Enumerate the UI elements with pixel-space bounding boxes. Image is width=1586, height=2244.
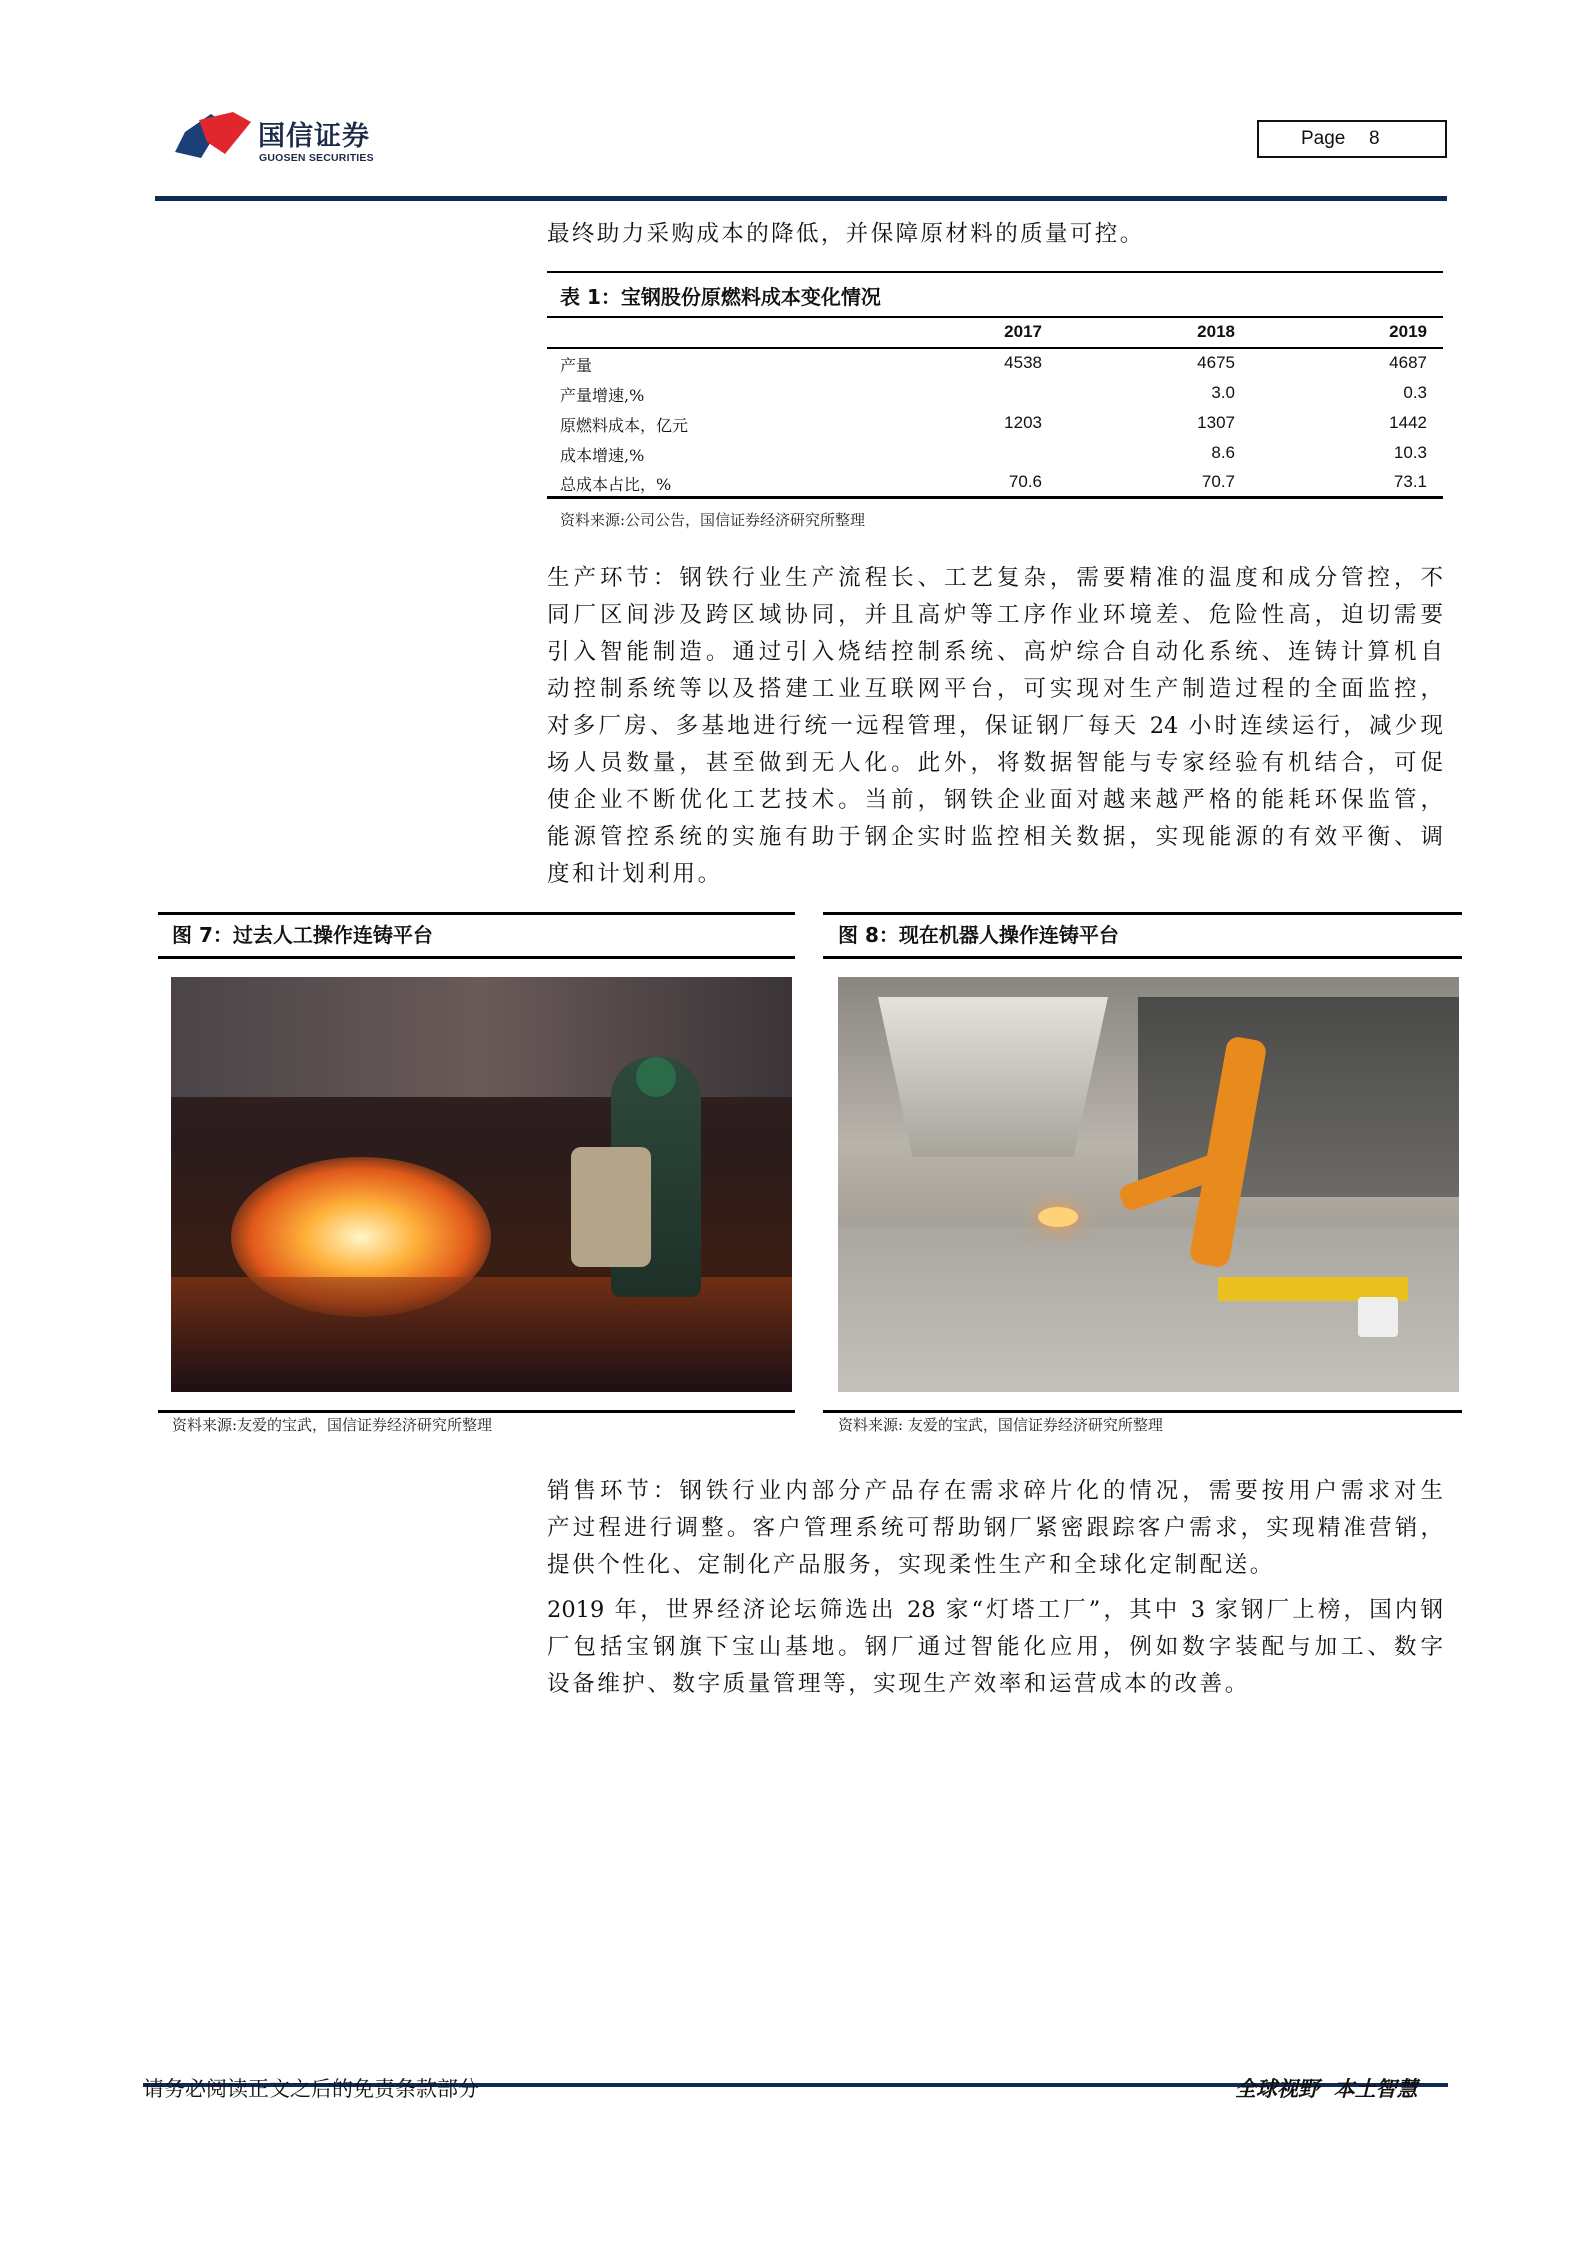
row-label: 总成本占比，%: [560, 475, 672, 494]
cell: 8.6: [1211, 443, 1235, 462]
page-number: 8: [1369, 128, 1380, 149]
cell: 4675: [1197, 353, 1235, 372]
figure-bottom-rule: [158, 1410, 795, 1413]
row-label: 产量增速,%: [560, 386, 645, 405]
table-source: 资料来源:公司公告，国信证券经济研究所整理: [560, 511, 866, 529]
manual-casting-photo: [171, 977, 792, 1392]
header-divider: [155, 196, 1447, 201]
page-number-box: [1257, 120, 1447, 158]
table-bottom-rule: [547, 496, 1443, 499]
table-title-rule: [547, 316, 1443, 318]
table-header-2017: 2017: [1004, 322, 1042, 341]
cell: 70.7: [1201, 472, 1235, 491]
figure-source: 资料来源: 友爱的宝武，国信证券经济研究所整理: [838, 1416, 1163, 1434]
intro-line: 最终助力采购成本的降低，并保障原材料的质量可控。: [547, 221, 1145, 247]
text-line: 场人员数量，甚至做到无人化。此外，将数据智能与专家经验有机结合，可促: [547, 750, 1443, 776]
text-line: 引入智能制造。通过引入烧结控制系统、高炉综合自动化系统、连铸计算机自: [547, 639, 1443, 665]
text-line: 设备维护、数字质量管理等，实现生产效率和运营成本的改善。: [547, 1671, 1250, 1697]
page-label: Page: [1301, 128, 1346, 149]
row-label: 成本增速,%: [560, 446, 645, 465]
table-title: 表 1：宝钢股份原燃料成本变化情况: [560, 285, 881, 309]
logo-chinese-name: 国信证券: [258, 121, 370, 152]
footer-disclaimer: 请务必阅读正文之后的免责条款部分: [143, 2077, 479, 2101]
text-line: 能源管控系统的实施有助于钢企实时监控相关数据，实现能源的有效平衡、调: [547, 824, 1443, 850]
figure-title-rule: [823, 956, 1462, 959]
row-label: 产量: [560, 356, 593, 375]
text-line: 提供个性化、定制化产品服务，实现柔性生产和全球化定制配送。: [547, 1552, 1275, 1578]
table-header-2019: 2019: [1389, 322, 1427, 341]
figure-source: 资料来源:友爱的宝武，国信证券经济研究所整理: [172, 1416, 493, 1434]
figure-title: 图 7：过去人工操作连铸平台: [172, 923, 433, 947]
logo-english-name: GUOSEN SECURITIES: [259, 152, 374, 164]
text-line: 使企业不断优化工艺技术。当前，钢铁企业面对越来越严格的能耗环保监管，: [547, 787, 1443, 813]
logo-mark-icon: [163, 112, 253, 170]
cell: 0.3: [1403, 383, 1427, 402]
cell: 1203: [1004, 413, 1042, 432]
figure-title: 图 8：现在机器人操作连铸平台: [838, 923, 1119, 947]
footer-slogan: 全球视野 本土智慧: [1235, 2076, 1418, 2101]
text-line: 动控制系统等以及搭建工业互联网平台，可实现对生产制造过程的全面监控，: [547, 676, 1443, 702]
text-line: 2019 年，世界经济论坛筛选出 28 家“灯塔工厂”，其中 3 家钢厂上榜，国内钢: [547, 1597, 1443, 1623]
figure-bottom-rule: [823, 1410, 1462, 1413]
text-line: 度和计划利用。: [547, 861, 723, 887]
figure-top-rule: [823, 912, 1462, 915]
text-line: 产过程进行调整。客户管理系统可帮助钢厂紧密跟踪客户需求，实现精准营销，: [547, 1515, 1443, 1541]
text-line: 同厂区间涉及跨区域协同，并且高炉等工序作业环境差、危险性高，迫切需要: [547, 602, 1443, 628]
table-header-2018: 2018: [1197, 322, 1235, 341]
cell: 10.3: [1393, 443, 1427, 462]
cell: 4687: [1389, 353, 1427, 372]
text-line: 销售环节：钢铁行业内部分产品存在需求碎片化的情况，需要按用户需求对生: [547, 1478, 1443, 1504]
cell: 70.6: [1008, 472, 1042, 491]
cell: 3.0: [1211, 383, 1235, 402]
figure-top-rule: [158, 912, 795, 915]
row-label: 原燃料成本，亿元: [560, 416, 689, 435]
text-line: 厂包括宝钢旗下宝山基地。钢厂通过智能化应用，例如数字装配与加工、数字: [547, 1634, 1443, 1660]
cell: 73.1: [1393, 472, 1427, 491]
figure-title-rule: [158, 956, 795, 959]
text-line: 生产环节：钢铁行业生产流程长、工艺复杂，需要精准的温度和成分管控，不: [547, 565, 1443, 591]
table-top-rule: [547, 271, 1443, 273]
guosen-logo: [163, 112, 393, 170]
cell: 1442: [1389, 413, 1427, 432]
text-line: 对多厂房、多基地进行统一远程管理，保证钢厂每天 24 小时连续运行，减少现: [547, 713, 1443, 739]
table-header-rule: [547, 347, 1443, 349]
cell: 4538: [1004, 353, 1042, 372]
cell: 1307: [1197, 413, 1235, 432]
robot-casting-photo: [838, 977, 1459, 1392]
